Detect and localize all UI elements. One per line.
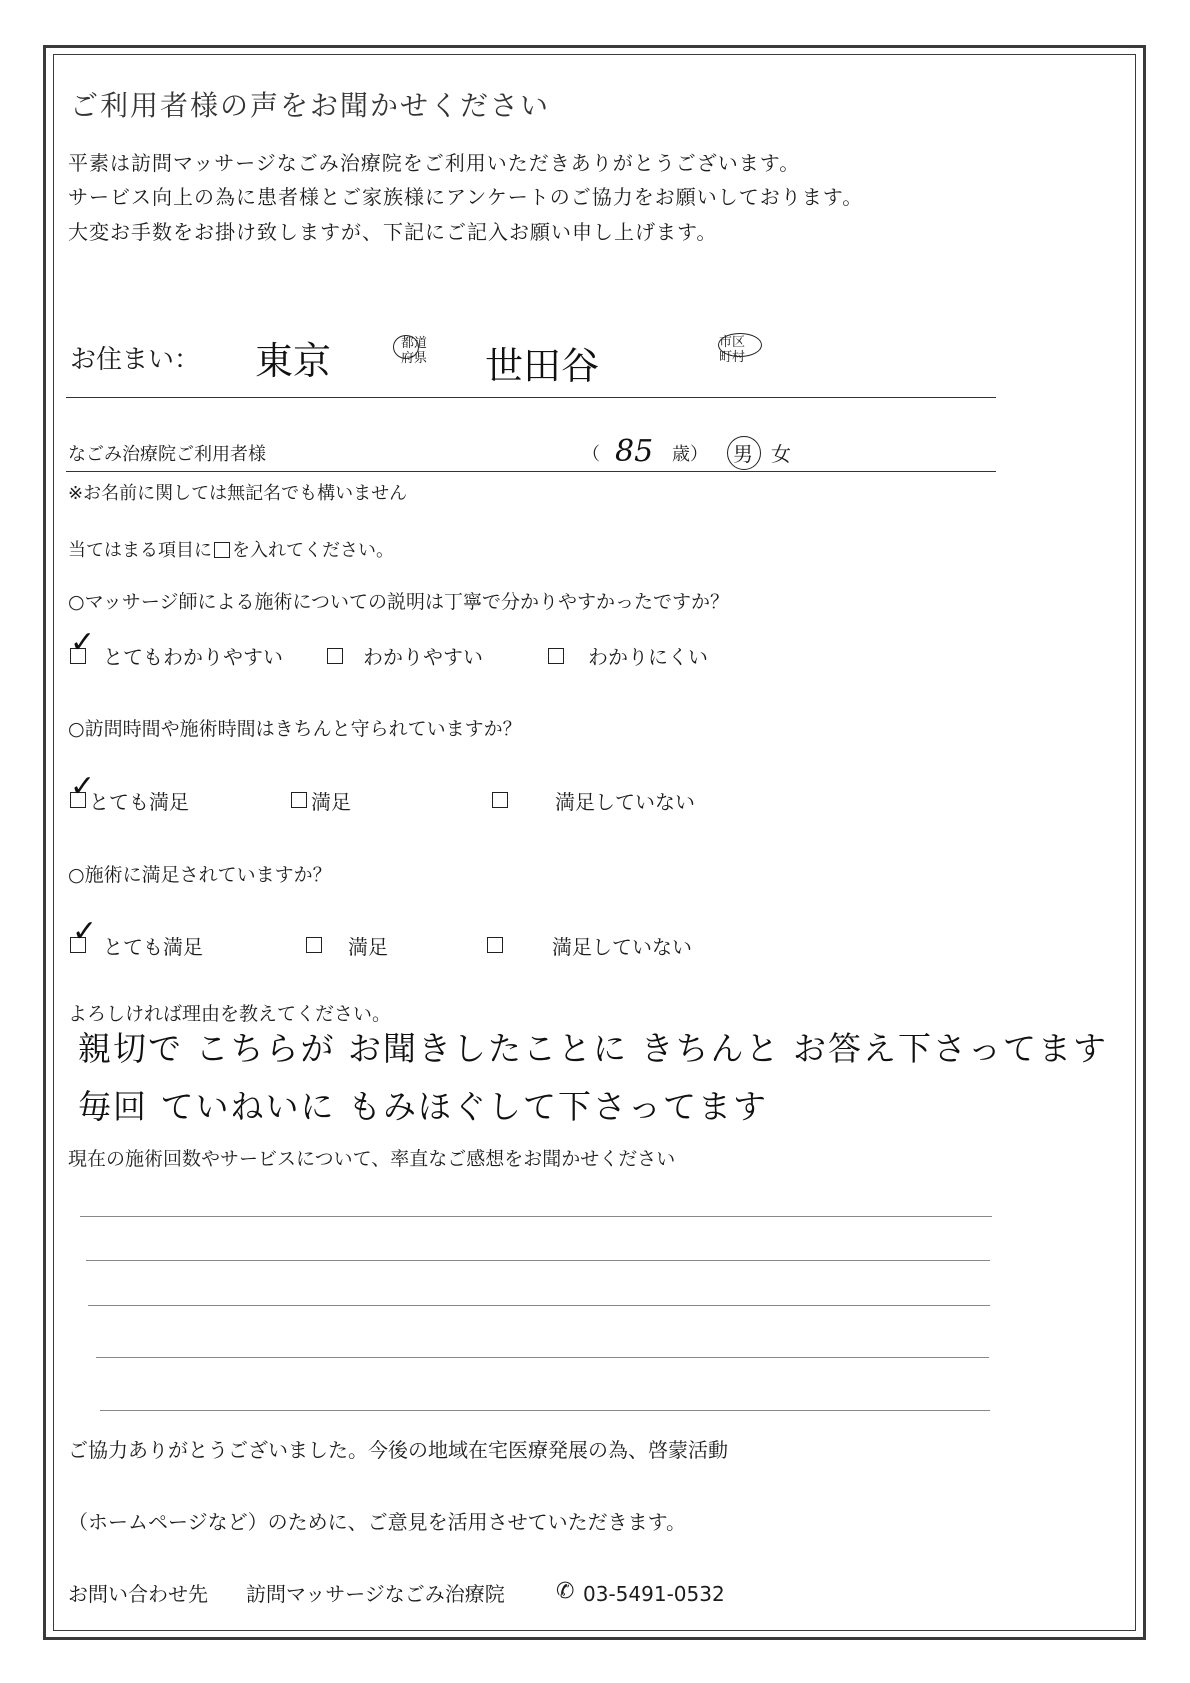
checkbox-sample-icon bbox=[214, 542, 230, 558]
age-unit: 歳） bbox=[672, 444, 708, 465]
closing-line-1: ご協力ありがとうございました。今後の地域在宅医療発展の為、啓蒙活動 bbox=[68, 1438, 728, 1462]
phone-icon: ✆ bbox=[556, 1579, 575, 1604]
q1-checkmark-icon: ✓ bbox=[70, 625, 96, 660]
q1-option-2-label: わかりやすい bbox=[363, 645, 483, 669]
city-unit: 市区 町村 bbox=[719, 335, 746, 365]
prefecture-value[interactable]: 東京 bbox=[255, 339, 332, 383]
contact-phone[interactable]: 03-5491-0532 bbox=[583, 1582, 725, 1606]
q3-option-3-checkbox[interactable] bbox=[487, 937, 503, 953]
reason-answer-line-2[interactable]: 毎回 ていねいに もみほぐして下さってます bbox=[78, 1087, 768, 1126]
intro-line-2: サービス向上の為に患者様とご家族様にアンケートのご協力をお願いしております。 bbox=[68, 185, 864, 209]
q3-option-3-label: 満足していない bbox=[552, 935, 692, 959]
page-title: ご利用者様の声をお聞かせください bbox=[70, 89, 551, 122]
q2-option-3-checkbox[interactable] bbox=[492, 792, 508, 808]
q3-checkmark-icon: ✓ bbox=[72, 914, 98, 949]
q2-option-2-checkbox[interactable] bbox=[291, 792, 307, 808]
q2-option-3-label: 満足していない bbox=[555, 790, 695, 814]
q2-option-2-label: 満足 bbox=[311, 790, 351, 814]
reason-prompt: よろしければ理由を教えてください。 bbox=[68, 1003, 392, 1025]
impressions-line-2[interactable] bbox=[86, 1260, 990, 1261]
q3-option-2-label: 満足 bbox=[348, 935, 388, 959]
q2-checkmark-icon: ✓ bbox=[70, 769, 96, 804]
gender-female[interactable]: 女 bbox=[771, 442, 791, 466]
q3-option-1-label: とても満足 bbox=[103, 935, 203, 959]
age-value[interactable]: 85 bbox=[615, 434, 654, 469]
q3-option-2-checkbox[interactable] bbox=[306, 937, 322, 953]
closing-line-2: （ホームページなど）のために、ご意見を活用させていただきます。 bbox=[68, 1510, 686, 1534]
impressions-prompt: 現在の施術回数やサービスについて、率直なご感想をお聞かせください bbox=[68, 1148, 676, 1170]
q1-option-1-label: とてもわかりやすい bbox=[103, 645, 283, 669]
impressions-line-4[interactable] bbox=[96, 1357, 989, 1358]
intro-line-1: 平素は訪問マッサージなごみ治療院をご利用いただきありがとうございます。 bbox=[68, 151, 801, 175]
age-open-paren: （ bbox=[582, 444, 600, 465]
impressions-line-1[interactable] bbox=[80, 1216, 992, 1217]
q1-option-3-label: わかりにくい bbox=[588, 645, 708, 669]
impressions-line-5[interactable] bbox=[100, 1410, 990, 1411]
contact-label: お問い合わせ先 bbox=[68, 1582, 208, 1606]
q1-option-3-checkbox[interactable] bbox=[548, 648, 564, 664]
question-3: ○施術に満足されていますか？ bbox=[68, 864, 332, 886]
q2-option-1-label: とても満足 bbox=[89, 790, 189, 814]
instruction: 当てはまる項目に を入れてください。 bbox=[68, 540, 394, 561]
question-1: ○マッサージ師による施術についての説明は丁寧で分かりやすかったですか？ bbox=[68, 591, 730, 613]
question-2: ○訪問時間や施術時間はきちんと守られていますか？ bbox=[68, 718, 522, 740]
name-note: ※お名前に関しては無記名でも構いません bbox=[68, 483, 408, 504]
address-underline bbox=[66, 397, 996, 398]
intro-line-3: 大変お手数をお掛け致しますが、下記にご記入お願い申し上げます。 bbox=[68, 220, 718, 244]
contact-clinic: 訪問マッサージなごみ治療院 bbox=[246, 1582, 505, 1606]
prefecture-unit: 都道 府県 bbox=[401, 336, 428, 366]
address-label: お住まい： bbox=[70, 345, 201, 375]
city-value[interactable]: 世田谷 bbox=[485, 344, 600, 388]
reason-answer-line-1[interactable]: 親切で こちらが お聞きしたことに きちんと お答え下さってます bbox=[78, 1029, 1108, 1068]
user-label: なごみ治療院ご利用者様 bbox=[68, 444, 266, 465]
q1-option-2-checkbox[interactable] bbox=[327, 648, 343, 664]
impressions-line-3[interactable] bbox=[88, 1305, 990, 1306]
inner-border bbox=[53, 54, 1136, 1631]
gender-male[interactable]: 男 bbox=[733, 442, 753, 466]
user-underline bbox=[66, 471, 996, 472]
